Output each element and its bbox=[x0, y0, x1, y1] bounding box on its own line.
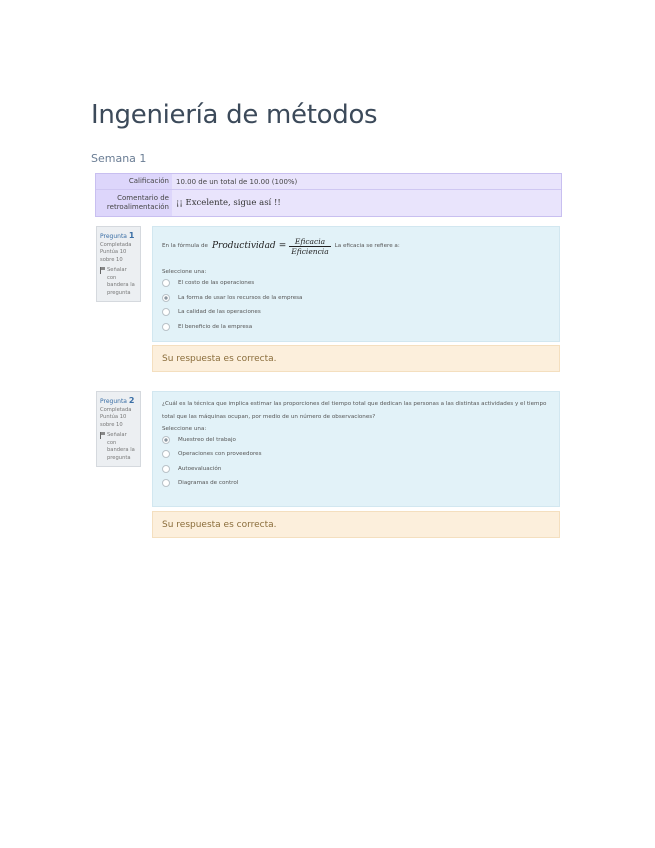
summary-table bbox=[95, 173, 562, 217]
option-label: La calidad de las operaciones bbox=[178, 309, 261, 316]
summary-row-grade bbox=[96, 174, 561, 190]
flag-label: Señalar con bandera la pregunta bbox=[107, 432, 135, 461]
flag-label: Señalar con bandera la pregunta bbox=[107, 267, 135, 296]
options-list bbox=[162, 433, 550, 491]
options-list bbox=[162, 276, 550, 334]
formula-left: Productividad bbox=[211, 241, 276, 251]
option[interactable] bbox=[162, 320, 550, 335]
question-score: Puntúa 10 sobre 10 bbox=[100, 414, 127, 428]
option[interactable] bbox=[162, 462, 550, 477]
option[interactable] bbox=[162, 447, 550, 462]
option-label: Muestreo del trabajo bbox=[178, 436, 236, 443]
question-text-after: La eficacia se refiere a: bbox=[334, 243, 400, 249]
question-box-2 bbox=[152, 391, 560, 507]
question-number: 1 bbox=[128, 231, 135, 240]
productivity-formula bbox=[212, 237, 331, 256]
question-text: ¿Cuál es la técnica que implica estimar las proporciones del tiempo total que dedican las personas a las distintas actividades y el tiempo total que las máquinas ocupan, por medio de un número de observaciones? bbox=[162, 401, 547, 420]
question-number-prefix: Pregunta bbox=[100, 398, 127, 405]
formula-denominator: Eficiencia bbox=[291, 246, 329, 256]
grade-label: Calificación bbox=[96, 174, 172, 189]
option-label: Diagramas de control bbox=[178, 480, 239, 487]
radio-button-selected[interactable] bbox=[162, 436, 170, 444]
radio-button[interactable] bbox=[162, 479, 170, 487]
question-box-1 bbox=[152, 226, 560, 342]
radio-button[interactable] bbox=[162, 308, 170, 316]
option[interactable] bbox=[162, 291, 550, 306]
question-info-2 bbox=[96, 391, 141, 467]
option[interactable] bbox=[162, 476, 550, 491]
option-label: Autoevaluación bbox=[178, 465, 222, 472]
option[interactable] bbox=[162, 433, 550, 448]
question-number-prefix: Pregunta bbox=[100, 233, 127, 240]
question-score: Puntúa 10 sobre 10 bbox=[100, 249, 127, 263]
question-info-1 bbox=[96, 226, 141, 302]
question-text-before: En la fórmula de bbox=[162, 243, 208, 249]
question-state: Completada bbox=[100, 241, 132, 248]
answer-feedback-2: Su respuesta es correcta. bbox=[152, 511, 560, 538]
option[interactable] bbox=[162, 305, 550, 320]
page-title: Ingeniería de métodos bbox=[91, 100, 378, 130]
select-prompt: Seleccione una: bbox=[162, 425, 207, 432]
answer-feedback-1: Su respuesta es correcta. bbox=[152, 345, 560, 372]
section-title: Semana 1 bbox=[91, 152, 147, 165]
flag-icon bbox=[100, 432, 105, 439]
radio-button[interactable] bbox=[162, 465, 170, 473]
radio-button[interactable] bbox=[162, 323, 170, 331]
summary-row-feedback bbox=[96, 190, 561, 216]
flag-question-button[interactable] bbox=[100, 432, 137, 462]
formula-equals: = bbox=[278, 241, 287, 251]
option-label: El beneficio de la empresa bbox=[178, 323, 253, 330]
grade-value: 10.00 de un total de 10.00 (100%) bbox=[172, 174, 561, 189]
option[interactable] bbox=[162, 276, 550, 291]
radio-button-selected[interactable] bbox=[162, 294, 170, 302]
question-number: 2 bbox=[128, 396, 135, 405]
formula-numerator: Eficacia bbox=[294, 236, 326, 246]
feedback-value: ¡¡ Excelente, sigue así !! bbox=[176, 198, 281, 208]
radio-button[interactable] bbox=[162, 279, 170, 287]
question-state: Completada bbox=[100, 406, 132, 413]
flag-question-button[interactable] bbox=[100, 267, 137, 297]
flag-icon bbox=[100, 267, 105, 274]
option-label: El costo de las operaciones bbox=[178, 280, 255, 287]
option-label: La forma de usar los recursos de la empresa bbox=[178, 294, 303, 301]
feedback-label: Comentario de retroalimentación bbox=[96, 190, 172, 216]
select-prompt: Seleccione una: bbox=[162, 269, 207, 275]
radio-button[interactable] bbox=[162, 450, 170, 458]
option-label: Operaciones con proveedores bbox=[178, 451, 262, 458]
